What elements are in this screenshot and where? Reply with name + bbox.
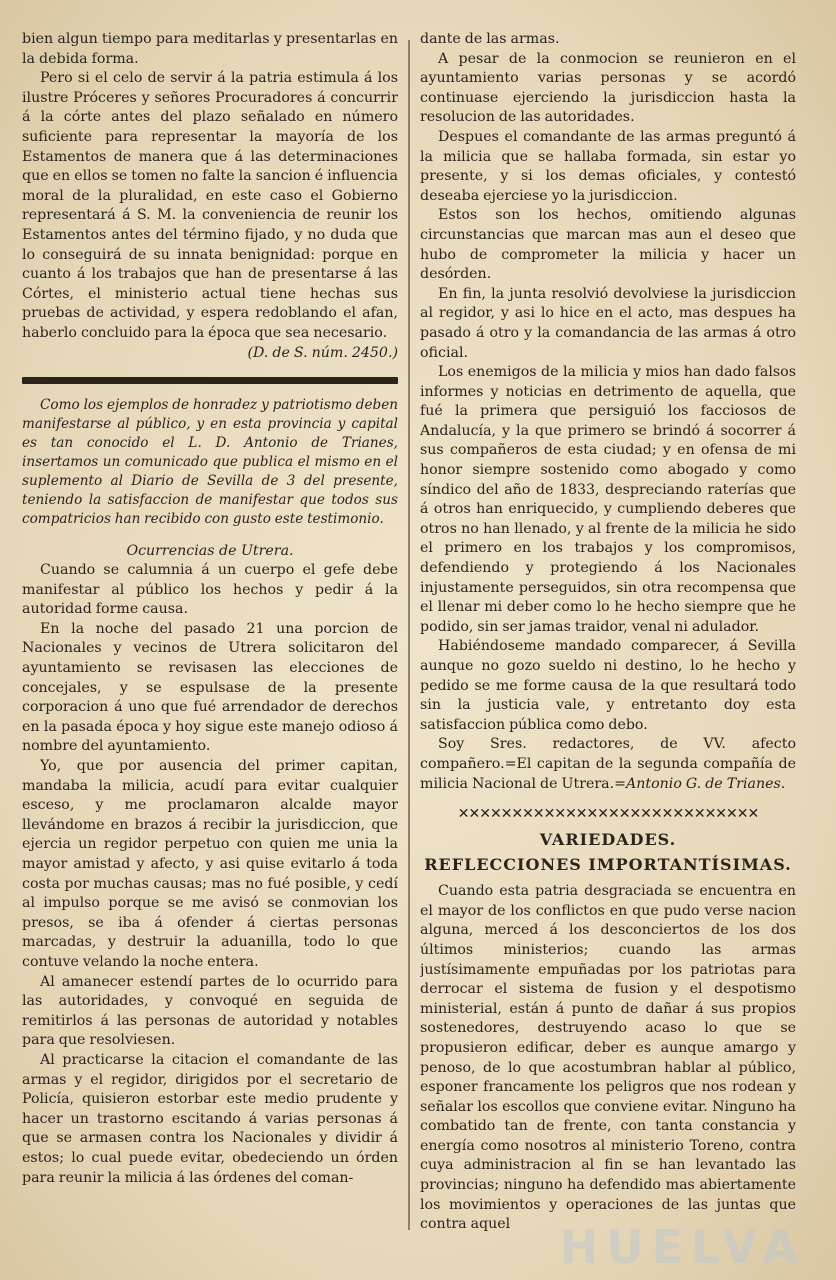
ornament-divider: ✕✕✕✕✕✕✕✕✕✕✕✕✕✕✕✕✕✕✕✕✕✕✕✕✕✕✕✕	[457, 806, 759, 823]
signature-text: Soy Sres. redactores, de VV. afecto compañero.=El capitan de la segunda compañía de milicia Nacional de Utrera.=	[420, 736, 796, 792]
column-divider	[408, 40, 410, 1230]
paragraph: Al practicarse la citacion el comandante de las armas y el regidor, dirigidos por el secretario de Policía, quisieron estorbar este medio prudente y hacer un trastorno escitando á varias personas á que se armasen contra los Nacionales y dividir á estos; lo cual puede evitar, obedeciendo un órden para reunir la milicia á las órdenes del coman-	[22, 1051, 398, 1186]
intro-text: Como los ejemplos de honradez y patriotismo deben manifestarse al público, y en esta provincia y capital es tan conocido el L. D. Antonio de Trianes, insertamos un comunicado que publica el mismo en el suplemento al Diario de Sevilla de 3 del presente, teniendo la satisfaccion de manifestar que todos sus compatricios han recibido con gusto este testimonio.	[22, 397, 398, 528]
paragraph	[22, 69, 398, 363]
section-subtitle: REFLECCIONES IMPORTANTÍSIMAS.	[424, 855, 792, 875]
citation: (D. de S. núm. 2450.)	[247, 344, 398, 361]
signature-block	[420, 735, 796, 794]
paragraph: En fin, la junta resolvió devolviese la jurisdiccion al regidor, y asi lo hice en el acto, mas despues ha pasado á otro y la comandancia de las armas á otro oficial.	[420, 285, 796, 361]
section-divider	[22, 377, 398, 384]
paragraph: En la noche del pasado 21 una porcion de Nacionales y vecinos de Utrera solicitaron del ayuntamiento se revisasen las elecciones de concejales, y se espulsase de la presente corporacion á uno que fué arrendador de derechos en la pasada época y hoy sigue este manejo odioso á nombre del ayuntamiento.	[22, 620, 398, 755]
paragraph: Habiéndoseme mandado comparecer, á Sevilla aunque no gozo sueldo ni destino, lo he hecho y pedido se me forme causa de la que resultará todo sin la justicia vale, y entretanto doy esta satisfaccion pública como debo.	[420, 638, 796, 733]
paragraph: dante de las armas.	[420, 31, 560, 47]
library-watermark: HUELVA	[559, 1220, 806, 1274]
paragraph: bien algun tiempo para meditarlas y presentarlas en la debida forma.	[22, 31, 398, 67]
paragraph: A pesar de la conmocion se reunieron en el ayuntamiento varias personas y se acordó continuase ejerciendo la jurisdiccion hasta la resolucion de las autoridades.	[420, 50, 796, 126]
left-column	[22, 30, 398, 1250]
paragraph: Al amanecer estendí partes de lo ocurrido para las autoridades, y convoqué en seguida de remitirlos á las personas de autoridad y notables para que resolviesen.	[22, 973, 398, 1049]
signature-name: Antonio G. de Trianes.	[626, 775, 786, 792]
paragraph: Estos son los hechos, omitiendo algunas circunstancias que marcan mas aun el deseo que hubo de comprometer la milicia y hacer un desórden.	[420, 207, 796, 283]
section-title: VARIEDADES.	[539, 830, 677, 850]
paragraph: Despues el comandante de las armas preguntó á la milicia que se hallaba formada, sin estar yo presente, y si los demas oficiales, y contestó deseaba ejerciese yo la jurisdiccion.	[420, 128, 796, 204]
paragraph: Cuando se calumnia á un cuerpo el gefe debe manifestar al público los hechos y pedir á la autoridad forme causa.	[22, 562, 398, 618]
paragraph-text: Pero si el celo de servir á la patria estimula á los ilustre Próceres y señores Procuradores á concurrir á la córte antes del plazo señalado en número suficiente para representar la mayoría de los Estamentos de manera que á las determinaciones que en ellos se tomen no falte la sancion é influencia moral de la pluralidad, en este caso el Gobierno representará á S. M. la conveniencia de reunir los Estamentos antes del término fijado, y no duda que lo conseguirá de su innata benignidad: porque en cuanto á los trabajos que han de presentarse á las Córtes, el ministerio actual tiene hechas sus pruebas de actividad, y espera redoblando el afan, haberlo concluido para la época que sea necesario.	[22, 70, 398, 341]
article-subtitle: Ocurrencias de Utrera.	[126, 543, 294, 560]
editorial-intro	[22, 396, 398, 529]
paragraph: Los enemigos de la milicia y mios han dado falsos informes y noticias en detrimento de aquella, que fué la primera que persiguió los facciosos de Andalucía, y la que primero se brindó á socorrer á sus compañeros de esta ciudad; y en ofensa de mi honor siempre sostenido como abogado y como síndico del año de 1833, despreciando raterías que á otros han enriquecido, y cumpliendo deberes que otros no han llenado, y al frente de la milicia he sido el primero en los trabajos y los compromisos, defendiendo y protegiendo á los Nacionales injustamente perseguidos, sin otra recompensa que el llenar mi deber como lo he hecho siempre que he podido, sin ser jamas traidor, venal ni adulador.	[420, 364, 796, 635]
paragraph: Cuando esta patria desgraciada se encuentra en el mayor de los conflictos en que pudo verse nacion alguna, merced á los desconciertos de los dos últimos ministerios; cuando las armas justísimamente empuñadas por los patriotas para derrocar el sistema de fusion y el despotismo ministerial, están á punto de dañar á sus propios sostenedores, destruyendo acaso lo que se propusieron edificar, deber es aunque amargo y penoso, de lo que acostumbran hablar al público, esponer francamente los peligros que nos rodean y señalar los escollos que conviene evitar. Ninguno ha combatido tan de frente, con tanta constancia y energía como nosotros al ministerio Toreno, contra cuya administracion al fin se han levantado las provincias; ninguno ha defendido mas abiertamente los movimientos y operaciones de las juntas que contra aquel	[420, 883, 796, 1233]
paragraph: Yo, que por ausencia del primer capitan, mandaba la milicia, acudí para evitar cualquier esceso, y me proclamaron alcalde mayor llevándome en brazos á recibir la jurisdiccion, que ejercia un regidor perpetuo con quien me unia la mayor amistad y afecto, y asi quise evitarlo á toda costa por muchas causas; mas no fué posible, y cedí al impulso porque se me avisó se conmovian los presos, se iba á ofender á ciertas personas marcadas, y destruir la aduanilla, todo lo que contuve velando la noche entera.	[22, 758, 398, 970]
right-column	[420, 30, 796, 1250]
